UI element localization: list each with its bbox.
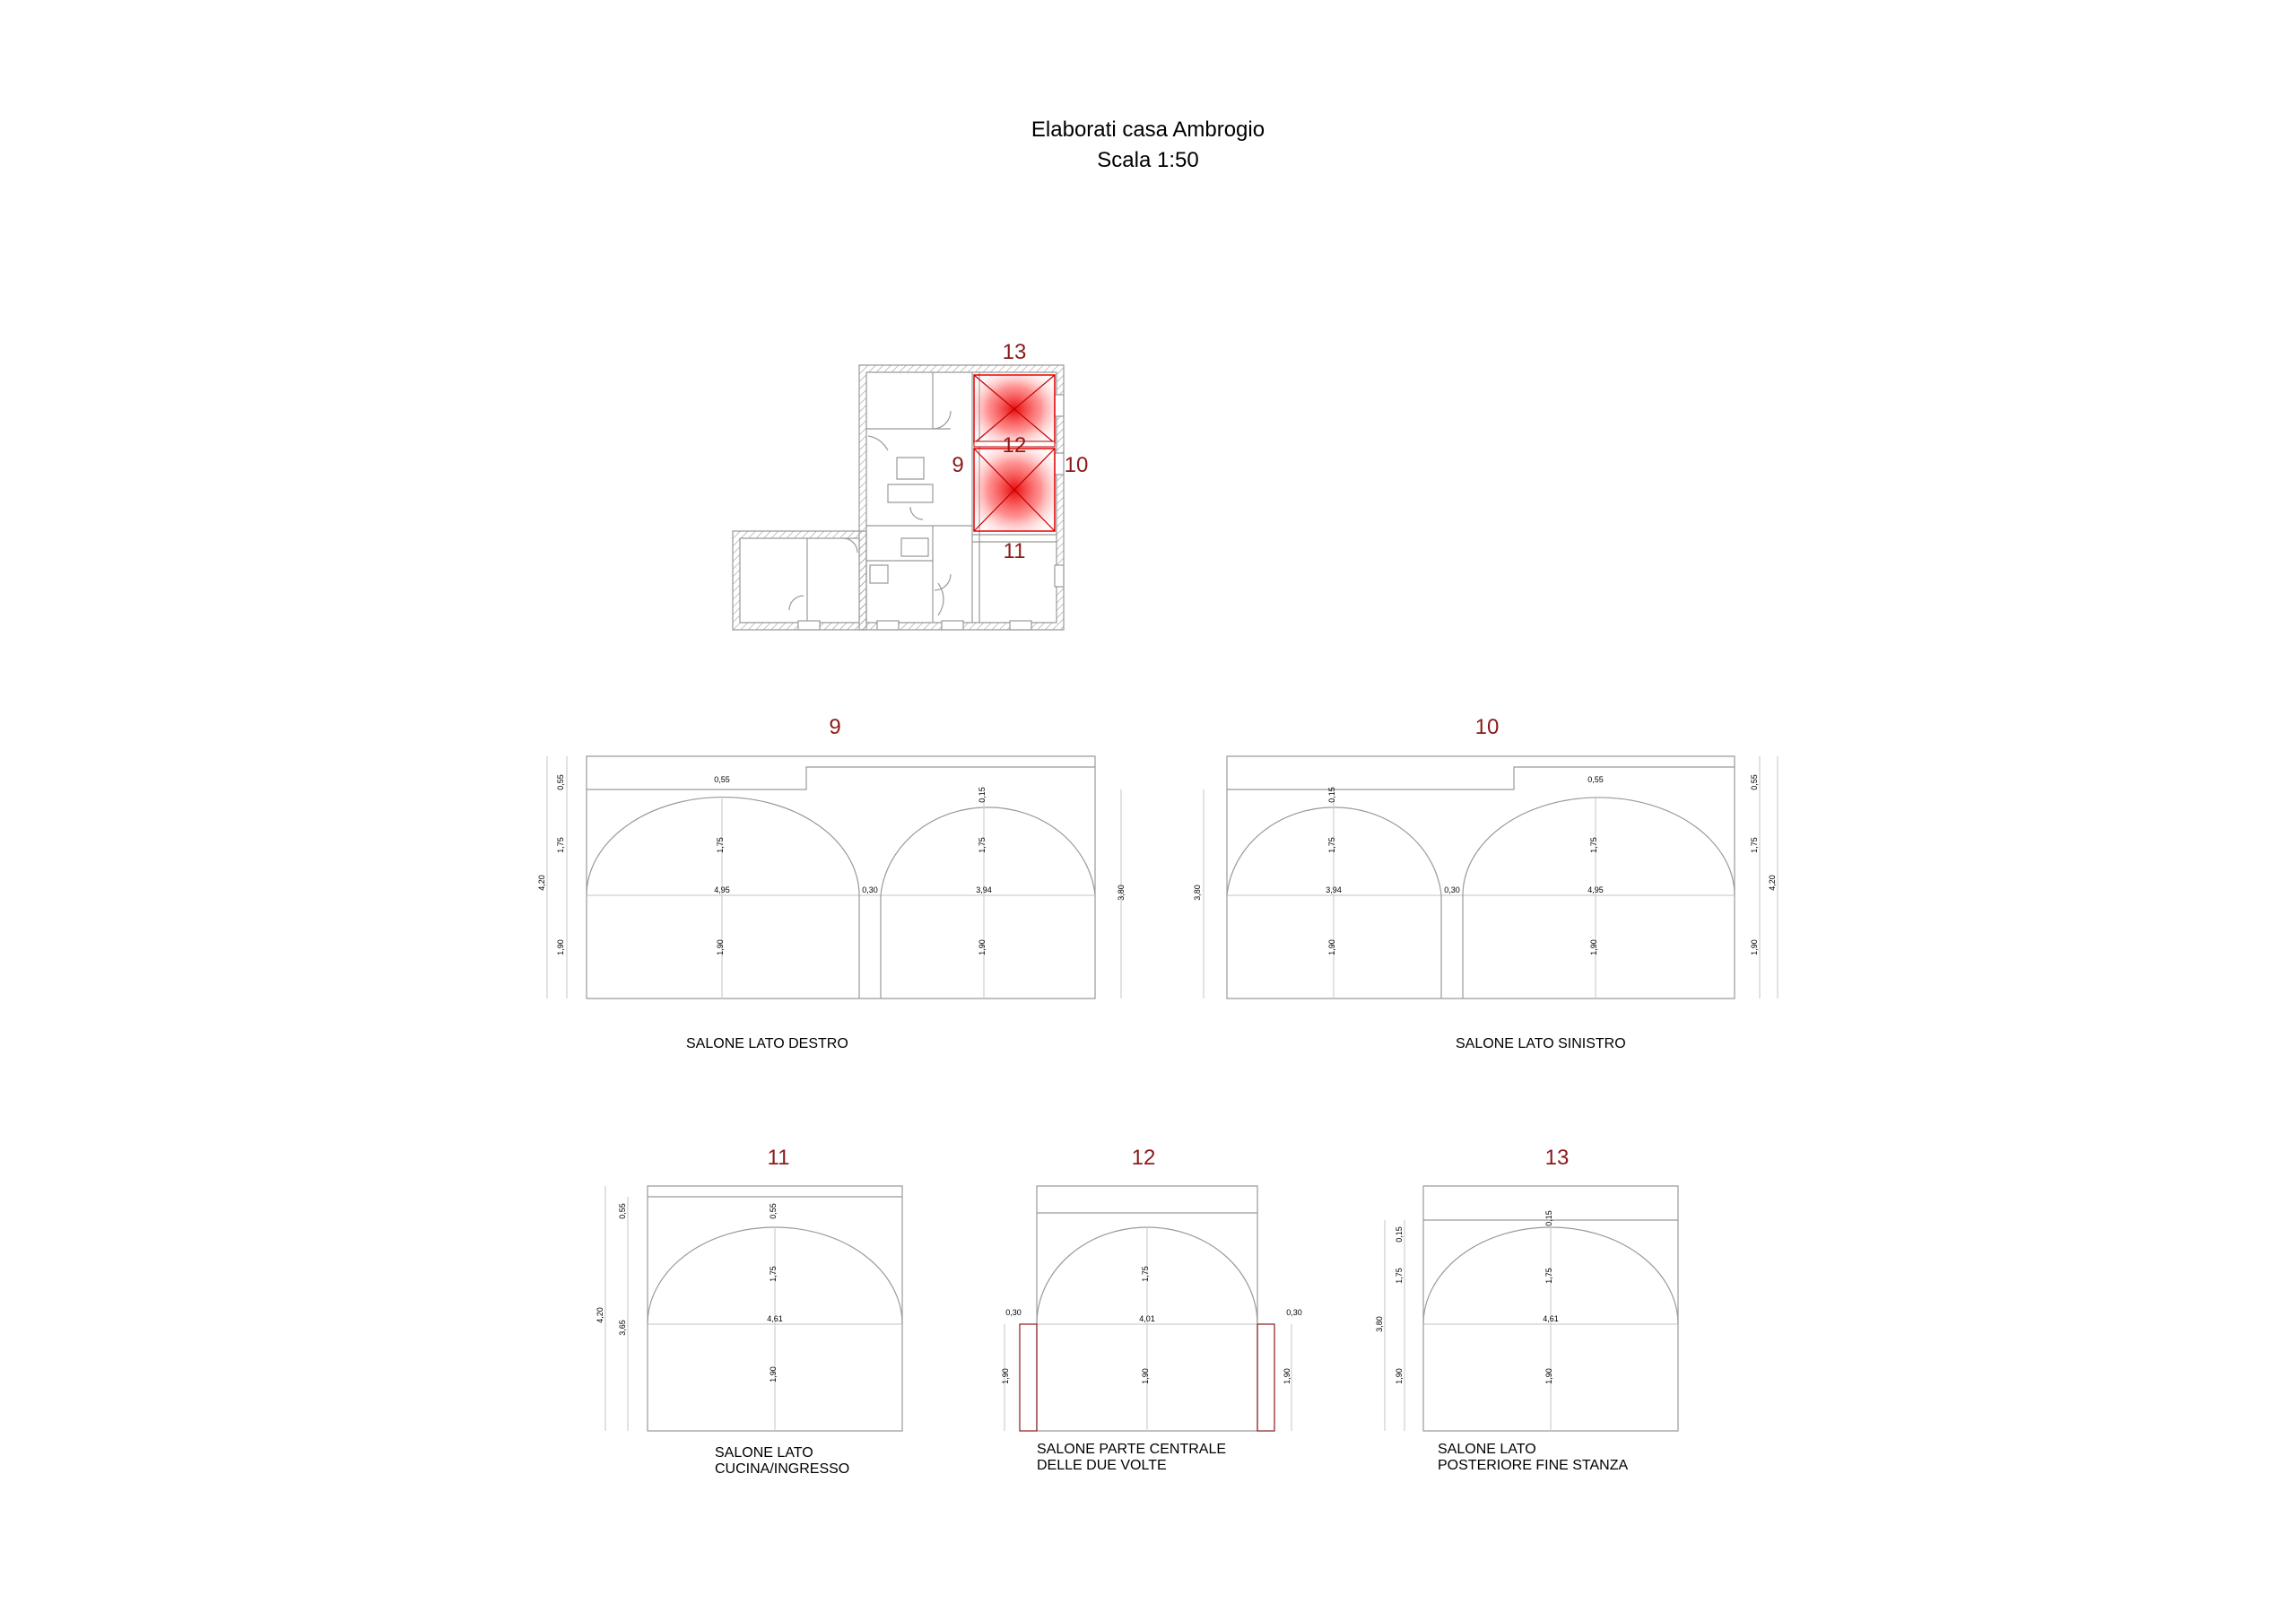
plan-wall — [740, 538, 859, 623]
dim-190: 1,90 — [769, 1366, 778, 1382]
plan-label-13: 13 — [1002, 340, 1027, 364]
dim-495: 4,95 — [1587, 885, 1604, 894]
cornice — [587, 767, 1095, 789]
dim-190: 1,90 — [1395, 1368, 1404, 1384]
dim-461: 4,61 — [767, 1314, 783, 1323]
dim-190: 1,90 — [1141, 1368, 1150, 1384]
plan-label-9: 9 — [952, 453, 964, 477]
dim-015: 0,15 — [1544, 1210, 1553, 1226]
elevation-caption-line-2: CUCINA/INGRESSO — [715, 1461, 850, 1477]
elevation-caption-line-2: DELLE DUE VOLTE — [1037, 1458, 1167, 1473]
plan-window — [877, 621, 899, 630]
dim-175: 1,75 — [1544, 1268, 1553, 1284]
dim-055: 0,55 — [618, 1203, 627, 1219]
elevation-caption: SALONE LATO SINISTRO — [1456, 1036, 1626, 1051]
dim-394: 3,94 — [1326, 885, 1342, 894]
dim-055: 0,55 — [1587, 775, 1604, 784]
dim-175: 1,75 — [1589, 837, 1598, 853]
elevation-number: 11 — [767, 1146, 790, 1170]
elevation-caption-line-1: SALONE LATO — [715, 1445, 813, 1461]
dim-030: 0,30 — [1286, 1308, 1302, 1317]
plan-window — [798, 621, 820, 630]
dim-175: 1,75 — [1395, 1268, 1404, 1284]
arch-right — [881, 807, 1095, 895]
elevation-number: 9 — [829, 715, 841, 739]
dim-420: 4,20 — [537, 875, 546, 891]
plan-label-11: 11 — [1003, 539, 1026, 563]
plan-window — [1055, 453, 1064, 475]
elevation-number: 13 — [1544, 1146, 1570, 1170]
dim-380: 3,80 — [1193, 885, 1202, 901]
sheet-scale: Scala 1:50 — [1097, 148, 1199, 172]
dim-190: 1,90 — [978, 939, 987, 955]
pier-right — [1257, 1324, 1274, 1431]
dim-055: 0,55 — [714, 775, 730, 784]
dim-030: 0,30 — [862, 885, 878, 894]
plan-window — [1010, 621, 1031, 630]
dim-055: 0,55 — [1750, 774, 1759, 790]
dim-495: 4,95 — [714, 885, 730, 894]
dim-055: 0,55 — [556, 774, 565, 790]
dim-461: 4,61 — [1543, 1314, 1559, 1323]
cornice — [1227, 767, 1735, 789]
dim-015: 0,15 — [978, 787, 987, 803]
dim-190: 1,90 — [1001, 1368, 1010, 1384]
dim-190: 1,90 — [716, 939, 725, 955]
plan-window — [1055, 395, 1064, 416]
dim-015: 0,15 — [1395, 1226, 1404, 1243]
plan-label-10: 10 — [1064, 453, 1089, 477]
arch-right — [1463, 798, 1735, 895]
dim-175: 1,75 — [978, 837, 987, 853]
dim-175: 1,75 — [716, 837, 725, 853]
dim-380: 3,80 — [1375, 1316, 1384, 1332]
dim-175: 1,75 — [1141, 1266, 1150, 1282]
elevation-11 — [605, 1146, 902, 1431]
elevation-10 — [1204, 715, 1778, 998]
plan-label-12: 12 — [1002, 433, 1027, 458]
elevation-12 — [1004, 1146, 1292, 1431]
dim-175: 1,75 — [556, 837, 565, 853]
elevation-number: 10 — [1474, 715, 1500, 739]
dim-420: 4,20 — [1768, 875, 1777, 891]
elevation-9 — [547, 715, 1121, 998]
plan-window — [942, 621, 963, 630]
dim-015: 0,15 — [1327, 787, 1336, 803]
wall-outline — [587, 756, 1095, 998]
dim-030: 0,30 — [1005, 1308, 1022, 1317]
dim-175: 1,75 — [1327, 837, 1336, 853]
dim-190: 1,90 — [1544, 1368, 1553, 1384]
elevation-caption-line-1: SALONE LATO — [1438, 1442, 1536, 1457]
dim-190: 1,90 — [556, 939, 565, 955]
dim-420: 4,20 — [596, 1307, 604, 1323]
sheet-title: Elaborati casa Ambrogio — [1031, 118, 1265, 142]
elevation-13 — [1385, 1146, 1678, 1431]
dim-190: 1,90 — [1327, 939, 1336, 955]
dim-190: 1,90 — [1589, 939, 1598, 955]
dim-190: 1,90 — [1283, 1368, 1292, 1384]
pier-left — [1020, 1324, 1037, 1431]
dim-365: 3,65 — [618, 1320, 627, 1336]
dim-030: 0,30 — [1444, 885, 1460, 894]
elevation-caption-line-2: POSTERIORE FINE STANZA — [1438, 1458, 1629, 1473]
wall-outline — [1227, 756, 1735, 998]
dim-055: 0,55 — [769, 1203, 778, 1219]
elevation-number: 12 — [1131, 1146, 1156, 1170]
dim-401: 4,01 — [1139, 1314, 1155, 1323]
dim-380: 3,80 — [1117, 885, 1126, 901]
plan-window — [1055, 565, 1064, 587]
elevation-caption: SALONE LATO DESTRO — [686, 1036, 848, 1051]
dim-190: 1,90 — [1750, 939, 1759, 955]
dim-394: 3,94 — [976, 885, 992, 894]
dim-175: 1,75 — [769, 1266, 778, 1282]
dim-175: 1,75 — [1750, 837, 1759, 853]
elevation-caption-line-1: SALONE PARTE CENTRALE — [1037, 1442, 1227, 1457]
